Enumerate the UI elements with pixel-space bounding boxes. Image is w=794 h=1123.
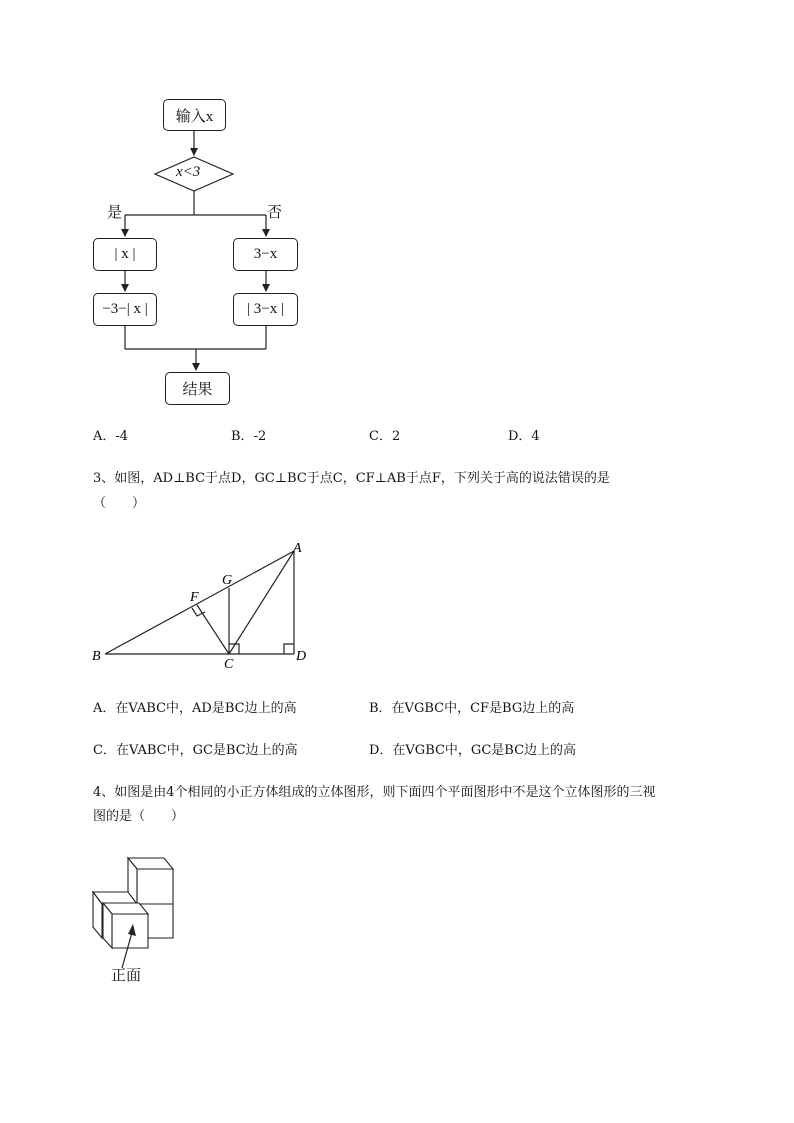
q2-option-d: D．4	[508, 429, 540, 444]
label-B: B	[92, 649, 101, 664]
right-box-abs-3-minus-x: | 3−x |	[233, 293, 298, 326]
q4-stem-line2: 图的是（ ）	[93, 809, 185, 824]
q3-option-c: C．在VABC中，GC是BC边上的高	[93, 743, 298, 758]
input-label: 输入x	[175, 108, 214, 125]
q3-stem-line2: （ ）	[93, 496, 146, 511]
right-box-3-minus-x: 3−x	[233, 238, 298, 271]
q3-stem-line1: 3、如图，AD⊥BC于点D，GC⊥BC于点C，CF⊥AB于点F，下列关于高的说法错误的是	[93, 471, 610, 486]
q2-option-a: A．-4	[93, 429, 129, 444]
q3-option-d: D．在VGBC中，GC是BC边上的高	[369, 743, 577, 758]
condition-label: x<3	[176, 164, 201, 180]
label-C: C	[224, 657, 234, 672]
front-view-label: 正面	[111, 966, 142, 984]
yes-label: 是	[107, 203, 123, 221]
q2-option-b: B．-2	[231, 429, 267, 444]
label-D: D	[296, 649, 307, 664]
q3-option-a: A．在VABC中，AD是BC边上的高	[93, 701, 297, 716]
triangle-figure	[0, 530, 360, 675]
result-box: 结果	[165, 372, 230, 405]
no-label: 否	[267, 203, 283, 221]
label-A: A	[293, 541, 302, 556]
q4-stem-line1: 4、如图是由4个相同的小正方体组成的立体图形，则下面四个平面图形中不是这个立体图形的三视	[93, 785, 656, 800]
input-box	[163, 99, 226, 131]
q3-option-b: B．在VGBC中，CF是BG边上的高	[369, 701, 575, 716]
left-box-minus3-minus-abs-x: −3−| x |	[93, 293, 157, 326]
cube-figure	[0, 850, 200, 970]
label-G: G	[222, 573, 233, 588]
left-box-abs-x: | x |	[93, 238, 157, 271]
label-F: F	[190, 590, 199, 605]
q2-option-c: C．2	[369, 429, 401, 444]
